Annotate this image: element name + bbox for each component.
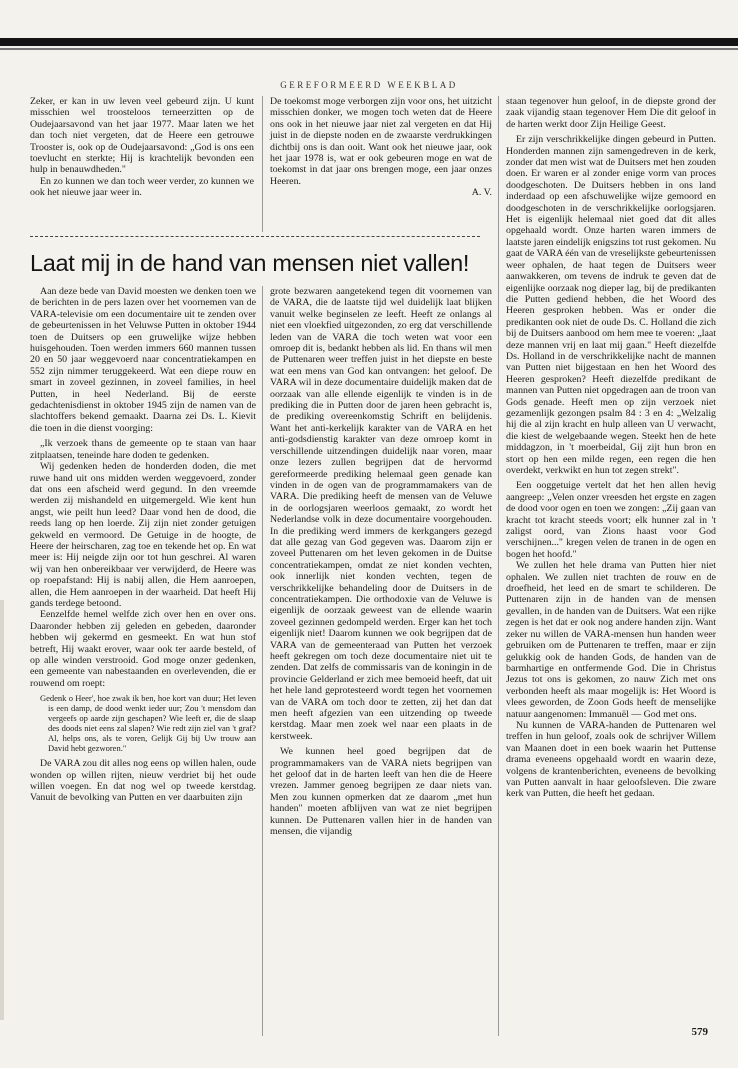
top-rule-thin <box>0 48 738 50</box>
paragraph: Eenzelfde hemel welfde zich over hen en over ons. Daaronder hebben zij geleden en gebeden, daaronder hebben wij gekermd en gesmeekt. En wat hun stof betreft, Hij waakt erover, waar ook ter aarde besteld, of op alle winden verstrooid. God moge onzer gedenken, een gemeente van nabestaanden en overlevenden, die er rouwend om roept: <box>30 609 256 689</box>
paragraph: staan tegenover hun geloof, in de diepste grond der zaak vijandig staan tegenover Hem Die dit geloof in de harten werkt door Zijn Heilige Geest. <box>506 96 716 130</box>
page-edge-shadow <box>0 600 4 1020</box>
paragraph: Nu kunnen de VARA-handen de Puttenaren wel treffen in hun geloof, zoals ook de schrijver Willem van Maanen doet in een boek waarin het Puttense drama eveneens opgehaald wordt en waarin deze, volgens de krantenberichten, eveneens de bevolking van Putten aanvalt in haar geloofsleven. Die zware kerk van Putten, die heeft het gedaan. <box>506 719 716 800</box>
author-signature: A. V. <box>471 187 492 199</box>
paragraph: Wij gedenken heden de honderden doden, die met ruwe hand uit ons midden werden weggevoerd, zonder dat ons een afscheid werd gegund. In den vreemde werden zij mishandeld en uitgemergeld. Wie kent hun angst, wie peilt hun leed? Daar vond hen de dood, die reeds lang op hen loerde. Zij zijn niet zonder getuigen gekweld en vermoord. De Getuige in de hoogte, de Heere der heirscharen, zag toe en tekende het op. En wat meer is: Hij neigde zijn oor tot hun geschrei. Al waren wij van hen onbereikbaar ver verwijderd, de Heere was op roepafstand: Hij is nabij allen, die Hem aanroepen, allen, die Hem aanroepen in der waarheid. Dat heeft Hij gands terdege betoond. <box>30 461 256 609</box>
paragraph: „Ik verzoek thans de gemeente op te staan van haar zitplaatsen, teneinde hare doden te gedenken. <box>30 438 256 461</box>
paragraph: We kunnen heel goed begrijpen dat de programmamakers van de VARA niets begrijpen van het geloof dat in de harten leeft van hen die de Heere vrezen. Jammer genoeg begrijpen ze daar niets van. Men zou kunnen opmerken dat ze daarom „met hun handen" moeten afblijven van wat ze niet begrijpen kunnen. De Puttenaren vallen hier in de handen van mensen, die vijandig <box>270 746 492 838</box>
article-column-2 <box>270 286 492 838</box>
previous-article-column-1 <box>30 96 254 199</box>
page-number: 579 <box>691 1026 708 1038</box>
running-title: GEREFORMEERD WEEKBLAD <box>280 80 458 90</box>
article-headline: Laat mij in de hand van mensen niet vallen! <box>30 250 470 276</box>
previous-article-column-2 <box>270 96 492 199</box>
top-rule <box>0 38 738 46</box>
paragraph: Zeker, er kan in uw leven veel gebeurd zijn. U kunt misschien wel troosteloos terneerzitten op de Oudejaarsavond van het jaar 1977. Maar laten we het dan toch niet vergeten, dat de Heere een getrouwe Trooster is, ook op de Oudejaarsavond: „God is ons een toevlucht en sterkte; Hij is krachtelijk bevonden een hulp in benauwdheden." <box>30 96 254 176</box>
paragraph: De VARA zou dit alles nog eens op willen halen, oude wonden op willen rijten, nieuw verdriet bij het oude willen voegen. En dat nog wel op tweede kerstdag. Vanuit de bevolking van Putten en ver daarbuiten zijn <box>30 758 256 804</box>
paragraph: We zullen het hele drama van Putten hier niet ophalen. We zullen niet trachten de rouw en de droefheid, het leed en de smart te schilderen. De Puttenaren zijn in de handen van de mensen gevallen, in de handen van de Duitsers. Wat een rijke zegen is het dat er ook nog andere handen zijn. Want zeker nu willen de VARA-mensen hun handen weer gebruiken om de Puttenaren te treffen, maar er zijn gelukkig ook de handen Gods, de handen van de barmhartige en ontfermende God. Die in Christus Jezus tot ons is gekomen, zo nauw Zich met ons verbonden heeft als maar mogelijk is: Het Woord is vlees geworden, de Zoon Gods heeft de menselijke natuur aangenomen: Immanuël — God met ons. <box>506 560 716 720</box>
column-divider <box>498 96 499 1036</box>
article-column-1 <box>30 286 256 804</box>
paragraph: Er zijn verschrikkelijke dingen gebeurd in Putten. Honderden mannen zijn samengedreven in de kerk, zonder dat men wist wat de Duitsers met hen zouden doen. Er waren er al zonder enige vorm van proces doodgeschoten. De Duitsers hebben in ons land inderdaad op een afschuwelijke wijze gemoord en doodgeschoten in de verschrikkelijke oorlogsjaren. Het is eigenlijk helemaal niet goed dat dit alles opgehaald wordt. Onze harten waren immers de laatste jaren eindelijk enigszins tot rust gekomen. Nu gaat de VARA één van de vreselijkste gebeurtenissen weer ophalen, de haat tegen de Duitsers weer aanwakkeren, om tevens de indruk te geven dat de eigenlijke oorzaak nog dieper lag, bij de predikanten die Putten gediend hebben, die het Woord des Heeren gesproken hebben. Was er onder die predikanten ook niet de oude Ds. C. Holland die zich bij de Duitsers aanbood om hem mee te voeren: „laat deze mannen vrij en laat mij gaan." Heeft diezelfde Ds. Holland in de verschrikkelijke nacht de mannen van Putten niet bijgestaan en hen het Woord des Heeren gesproken? Heeft diezelfde predikant de mannen van Putten niet opgedragen aan de troon van Gods genade. Heeft men op zijn verzoek niet gezamenlijk gezongen psalm 84 : 3 en 4: „Welzalig hij die al zijn kracht en hulp alleen van U verwacht, die kiest de welgebaande wegen. Steekt hen de hete middagzon, in 't moerbeidal, Gij zijt hun bron en stort op hen een milde regen, een regen die hen overdekt, verkwikt en hun tot zegen strekt". <box>506 134 716 476</box>
paragraph: Een ooggetuige vertelt dat het hen allen hevig aangreep: „Velen onzer vreesden het ergste en zagen de dood voor ogen en toen we zongen: „Zij gaan van kracht tot kracht steeds voort; elk hunner zal in 't zaligst oord, van Zions haast voor God verschijnen..." kregen velen de tranen in de ogen en bogen het hoofd." <box>506 480 716 560</box>
psalm-quote: Gedenk o Heer', hoe zwak ik ben, hoe kort van duur; Het leven is een damp, de dood wenkt ieder uur; Zou 't mensdom dan vergeefs op aarde zijn geschapen? Wie leeft er, die de slaap des doods niet eens zal slapen? Wie redt zijn ziel van 't graf? Al, helps ons, als te voren, Gelijk Gij bij Uw trouw aan David hebt gezworen." <box>40 693 256 754</box>
paragraph: grote bezwaren aangetekend tegen dit voornemen van de VARA, die de laatste tijd wel duidelijk laat blijken vanuit welke beginselen ze leeft. Heeft ze onlangs al niet een vloekfied uitgezonden, zo erg dat verschillende leden van de VARA die toch weten wat voor een omroep dit is, bedankt hebben als lid. En thans wil men de Puttenaren weer treffen juist in het diepste en beste wat een mens van God kan ontvangen: het geloof. De VARA wil in deze documentaire duidelijk maken dat de oorzaak van alle ellende eigenlijk te vinden is in de prediking die in Putten door de jaren heen gebracht is, de prediking overeenkomstig Schrift en belijdenis. Want het anti-kerkelijk karakter van de VARA en het anti-godsdienstig karakter van deze omroep komt in verschillende uitzendingen duidelijk naar voren, maar onze lezers zullen begrijpen dat de hervormd gereformeerde prediking helemaal geen genade kan vinden in de ogen van de programmamakers van de VARA. Die prediking heeft de mensen van de Veluwe in de oorlogsjaren weerloos gemaakt, zo wordt het Nederlandse volk in deze documentaire voorgehouden. In die prediking werd immers de kerkgangers gezegd dat alle gezag van God gegeven was. Daarom zijn er zoveel Puttenaren om het leven gekomen in de Duitse concentratiekampen, omdat ze niet konden vechten, ook innerlijk niet konden vechten, tegen de verschrikkelijke behandeling door de Duitsers in de concentratiekampen. Die orthodoxie van de Veluwe is eigenlijk de oorzaak geweest van de ellende waarin zoveel gezinnen gedompeld werden. Erger kan het toch eigenlijk niet! Daarom kunnen we ook begrijpen dat de VARA van de gemeenteraad van Putten het verzoek heeft gekregen om toch deze documentaire niet uit te zenden. Dat zelfs de commissaris van de koningin in de provincie Gelderland er zich mee bemoeid heeft, dat uit het hele land geprotesteerd wordt tegen het voornemen van de VARA om toch door te zetten, zij het dan dat men heeft afgezien van een uitzending op tweede kerstdag. Maar men zoek wel naar een plaats in de kerstweek. <box>270 286 492 742</box>
paragraph: Aan deze bede van David moesten we denken toen we de berichten in de pers lazen over het voornemen van de VARA-televisie om een documentaire uit te zenden over de gebeurtenissen in het Veluwse Putten in oktober 1944 toen de Duitsers op een gruwelijke wijze hebben huisgehouden. Toen werden immers 660 mannen tussen 20 en 50 jaar weggevoerd naar concentratiekampen en 552 zijn nimmer teruggekeerd. Wat een diepe rouw en smart in zoveel gezinnen, in zoveel families, in heel Putten, in heel Nederland. Bij de eerste gedachtenisdienst in oktober 1945 zijn de namen van de slachtoffers bekend gemaakt. Daarna zei Ds. L. Kievit die toen in die dienst voorging: <box>30 286 256 434</box>
column-divider <box>262 96 263 232</box>
section-separator <box>30 236 480 237</box>
column-divider <box>262 286 263 1036</box>
paragraph: En zo kunnen we dan toch weer verder, zo kunnen we ook het nieuwe jaar weer in. <box>30 175 254 199</box>
article-column-3 <box>506 96 716 800</box>
paragraph: De toekomst moge verborgen zijn voor ons, het uitzicht misschien donker, we mogen toch weten dat de Heere ons ook in het nieuwe jaar niet zal vergeten en dat Hij juist in de diepste noden en de zwaarste verdrukkingen dichtbij ons is dan ooit. Want ook het nieuwe jaar, ook het jaar 1978 is, wat er ook gebeuren moge en wat de toekomst in dat jaar ons brengen moge, een jaar onzes Heeren. <box>270 96 492 187</box>
